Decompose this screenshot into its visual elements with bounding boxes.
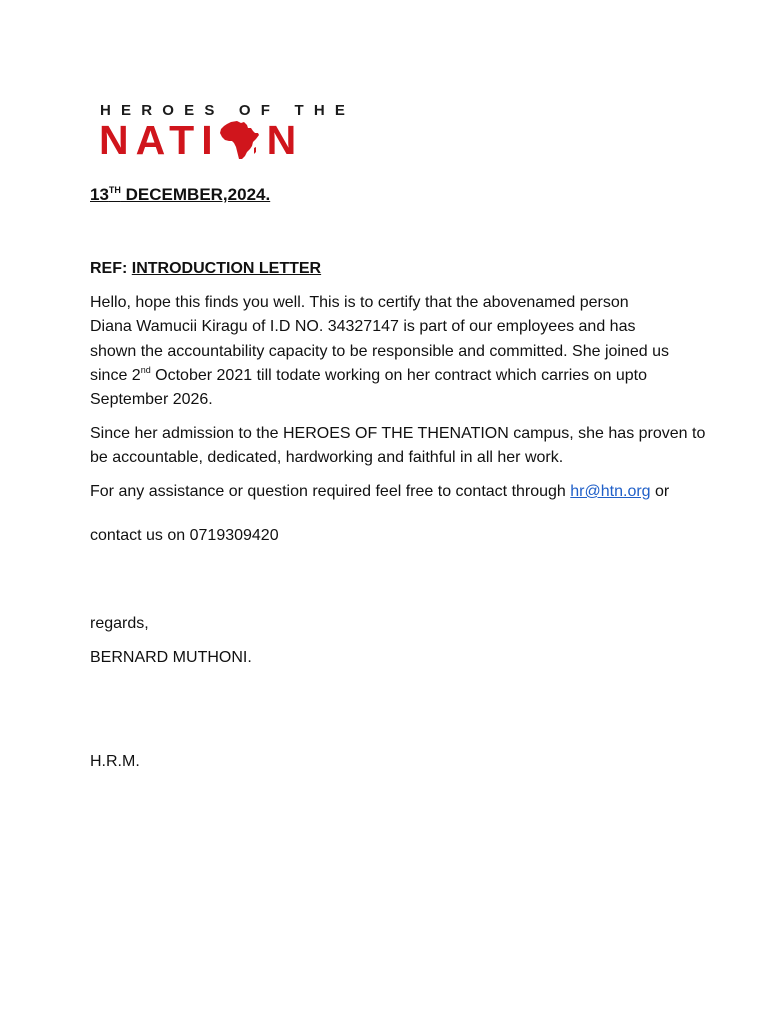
body-paragraph-1-line-5: September 2026. (90, 391, 213, 408)
closing-regards: regards, (90, 615, 149, 632)
logo-bottom-right: N (266, 117, 304, 163)
date-superscript: TH (108, 185, 121, 195)
heroes-of-the-nation-logo (99, 102, 360, 163)
phone-contact-line: contact us on 0719309420 (90, 527, 279, 544)
line-4-end: October 2021 till todate working on her contract which carries on upto (150, 367, 647, 384)
body-paragraph-1-line-1: Hello, hope this finds you well. This is to certify that the abovenamed person (90, 294, 629, 311)
signer-name: BERNARD MUTHONI. (90, 649, 252, 666)
africa-map-icon (217, 119, 261, 161)
body-paragraph-1-line-3: shown the accountability capacity to be responsible and committed. She joined us (90, 343, 670, 360)
logo-bottom-text (99, 119, 303, 161)
contact-paragraph (90, 480, 669, 504)
letter-date (90, 183, 270, 207)
signer-title: H.R.M. (90, 753, 140, 770)
body-paragraph-2-line-2: be accountable, dedicated, hardworking and faithful in all her work. (90, 449, 564, 466)
logo-top-text: HEROES OF THE (100, 102, 356, 119)
line-4-superscript: nd (140, 365, 151, 375)
date-rest: DECEMBER,2024. (120, 185, 271, 204)
date-day: 13 (90, 185, 109, 204)
reference-line (90, 257, 321, 281)
line-4-start: since 2 (90, 367, 141, 384)
contact-text: For any assistance or question required feel free to contact through (90, 483, 571, 500)
email-link[interactable]: hr@htn.org (570, 483, 651, 500)
body-paragraph-1-line-2: Diana Wamucii Kiragu of I.D NO. 34327147 is part of our employees and has (90, 318, 636, 335)
logo-bottom-left: NATI (99, 117, 220, 163)
ref-label: REF: (90, 260, 132, 277)
body-paragraph-2-line-1: Since her admission to the HEROES OF THE THENATION campus, she has proven to (90, 425, 706, 442)
ref-subject: INTRODUCTION LETTER (131, 260, 322, 277)
body-paragraph-1-line-4 (90, 364, 647, 388)
contact-or: or (650, 483, 670, 500)
